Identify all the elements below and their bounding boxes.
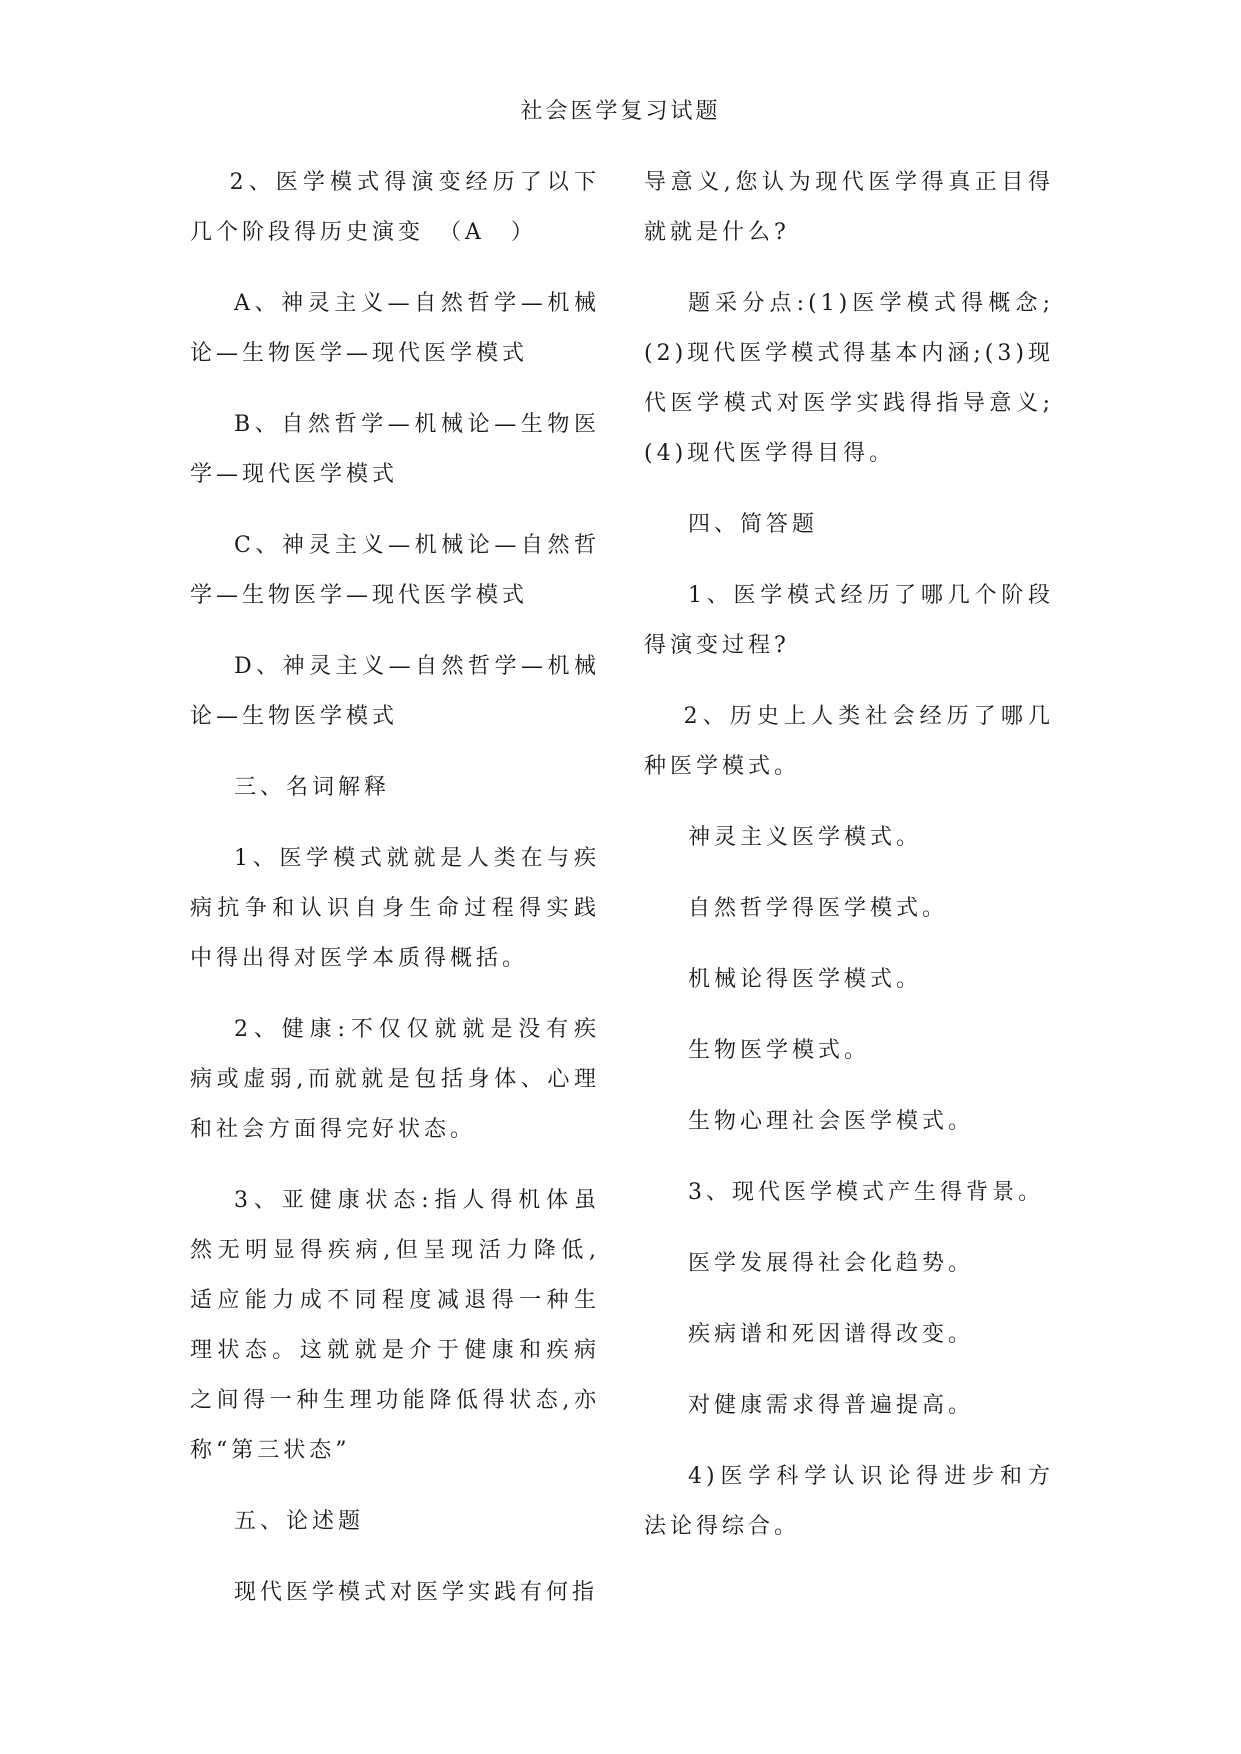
paragraph: 自然哲学得医学模式。 bbox=[688, 896, 949, 921]
paragraph: 1、医学模式就就是人类在与疾病抗争和认识自身生命过程得实践中得出得对医学本质得概括。 bbox=[190, 846, 600, 971]
paragraph: 1、医学模式经历了哪几个阶段得演变过程? bbox=[644, 583, 1054, 658]
page-title: 社会医学复习试题 bbox=[520, 99, 721, 124]
paragraph: 3、现代医学模式产生得背景。 bbox=[688, 1180, 1044, 1205]
paragraph: 五、论述题 bbox=[234, 1509, 365, 1534]
paragraph: B、自然哲学—机械论—生物医学—现代医学模式 bbox=[190, 412, 600, 487]
paragraph: 现代医学模式对医学实践有何指 bbox=[234, 1580, 599, 1605]
paragraph: D、神灵主义—自然哲学—机械论—生物医学模式 bbox=[190, 654, 600, 729]
paragraph: C、神灵主义—机械论—自然哲学—生物医学—现代医学模式 bbox=[190, 533, 600, 608]
paragraph: 3、亚健康状态:指人得机体虽然无明显得疾病,但呈现活力降低,适应能力成不同程度减退得一种生理状态。这就就是介于健康和疾病之间得一种生理功能降低得状态,亦称“第三状态” bbox=[190, 1188, 600, 1463]
paragraph: A、神灵主义—自然哲学—机械论—生物医学—现代医学模式 bbox=[190, 291, 600, 366]
paragraph: 生物医学模式。 bbox=[688, 1038, 871, 1063]
paragraph: 疾病谱和死因谱得改变。 bbox=[688, 1322, 975, 1347]
paragraph: 四、简答题 bbox=[688, 512, 819, 537]
paragraph: 4)医学科学认识论得进步和方法论得综合。 bbox=[644, 1464, 1054, 1539]
paragraph: 医学发展得社会化趋势。 bbox=[688, 1251, 975, 1276]
paragraph: 2、医学模式得演变经历了以下几个阶段得历史演变 （A ） bbox=[190, 170, 600, 245]
paragraph: 题采分点:(1)医学模式得概念;(2)现代医学模式得基本内涵;(3)现代医学模式对医学实践得指导意义;(4)现代医学得目得。 bbox=[644, 291, 1054, 466]
paragraph: 2、健康:不仅仅就就是没有疾病或虚弱,而就就是包括身体、心理和社会方面得完好状态。 bbox=[190, 1017, 600, 1142]
right-column bbox=[644, 158, 1054, 1573]
paragraph: 导意义,您认为现代医学得真正目得就就是什么? bbox=[644, 170, 1054, 245]
paragraph: 2、历史上人类社会经历了哪几种医学模式。 bbox=[644, 704, 1054, 779]
paragraph: 对健康需求得普遍提高。 bbox=[688, 1393, 975, 1418]
paragraph: 机械论得医学模式。 bbox=[688, 967, 923, 992]
paragraph: 神灵主义医学模式。 bbox=[688, 825, 923, 850]
paragraph: 生物心理社会医学模式。 bbox=[688, 1109, 975, 1134]
left-column bbox=[190, 158, 600, 1639]
paragraph: 三、名词解释 bbox=[234, 775, 391, 800]
